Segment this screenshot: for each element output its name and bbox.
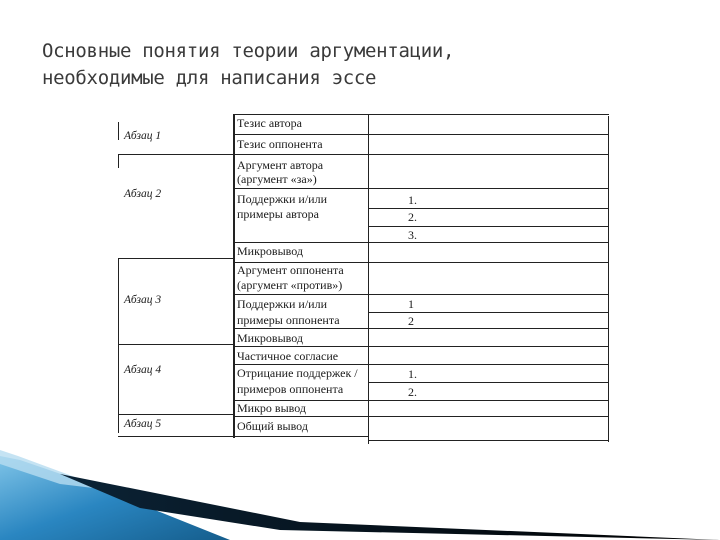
row-line-15	[233, 416, 609, 417]
number-a4-2: 2.	[408, 385, 417, 399]
row-line-9	[368, 312, 608, 313]
cell-thesis-opponent: Тезис оппонента	[237, 137, 323, 151]
row-line-5	[368, 226, 608, 227]
number-a4-1: 1.	[408, 367, 417, 381]
cell-argument-author-2: (аргумент «за»)	[237, 172, 317, 186]
cell-micro-conclusion-2: Микровывод	[237, 331, 303, 345]
abzac-label-1: Абзац 1	[124, 130, 162, 142]
separator-abzac-1	[118, 154, 233, 155]
row-line-0	[233, 114, 609, 115]
cell-argument-author-1: Аргумент автора	[237, 158, 324, 172]
cell-support-opponent-2: примеры оппонента	[237, 313, 340, 327]
table-column-divider-2	[368, 114, 369, 444]
row-line-6	[233, 242, 609, 243]
row-line-2	[233, 154, 609, 155]
cell-argument-opponent-1: Аргумент оппонента	[237, 263, 344, 277]
abzac-label-5: Абзац 5	[124, 418, 162, 430]
cell-support-opponent-1: Поддержки и/или	[237, 297, 327, 311]
row-line-13	[368, 382, 608, 383]
row-line-3	[233, 188, 609, 189]
slide-title-line-2: необходимые для написания эссе	[42, 67, 377, 89]
cell-support-author-1: Поддержки и/или	[237, 192, 327, 206]
number-a2-2: 2.	[408, 210, 417, 224]
number-a3-1: 1	[408, 297, 414, 311]
table-bottom-border-left	[118, 436, 368, 437]
cell-micro-conclusion-3: Микро вывод	[237, 401, 306, 415]
table-right-border	[608, 116, 609, 442]
abzac-label-3: Абзац 3	[124, 294, 162, 306]
cell-thesis-author: Тезис автора	[237, 116, 302, 130]
separator-abzac-2	[118, 258, 233, 259]
separator-abzac-3	[118, 344, 233, 345]
table-left-border-a2	[118, 154, 119, 168]
slide-title	[42, 38, 682, 92]
row-line-1	[233, 134, 609, 135]
separator-abzac-4	[118, 414, 233, 415]
row-line-10	[233, 328, 609, 329]
row-line-12	[233, 364, 609, 365]
row-line-16	[368, 440, 608, 441]
row-line-11	[233, 346, 609, 347]
cell-denial-2: примеров оппонента	[237, 382, 344, 396]
row-line-4	[368, 208, 608, 209]
cell-partial-agreement: Частичное согласие	[237, 349, 339, 363]
decorative-corner-ribbon	[0, 450, 720, 540]
cell-general-conclusion: Общий вывод	[237, 419, 308, 433]
abzac-label-2: Абзац 2	[124, 188, 162, 200]
cell-denial-1: Отрицание поддержек /	[237, 366, 358, 380]
table-left-border-a1	[118, 122, 119, 140]
cell-micro-conclusion-1: Микровывод	[237, 244, 303, 258]
essay-structure-table	[118, 108, 612, 444]
abzac-label-4: Абзац 4	[124, 364, 162, 376]
row-line-8	[233, 294, 609, 295]
number-a3-2: 2	[408, 314, 414, 328]
slide-title-line-1: Основные понятия теории аргументации,	[42, 40, 455, 62]
number-a2-1: 1.	[408, 193, 417, 207]
table-left-border-a3	[118, 258, 119, 433]
cell-argument-opponent-2: (аргумент «против»)	[237, 278, 343, 292]
cell-support-author-2: примеры автора	[237, 207, 319, 221]
table-column-divider-1	[233, 114, 235, 438]
number-a2-3: 3.	[408, 228, 417, 242]
